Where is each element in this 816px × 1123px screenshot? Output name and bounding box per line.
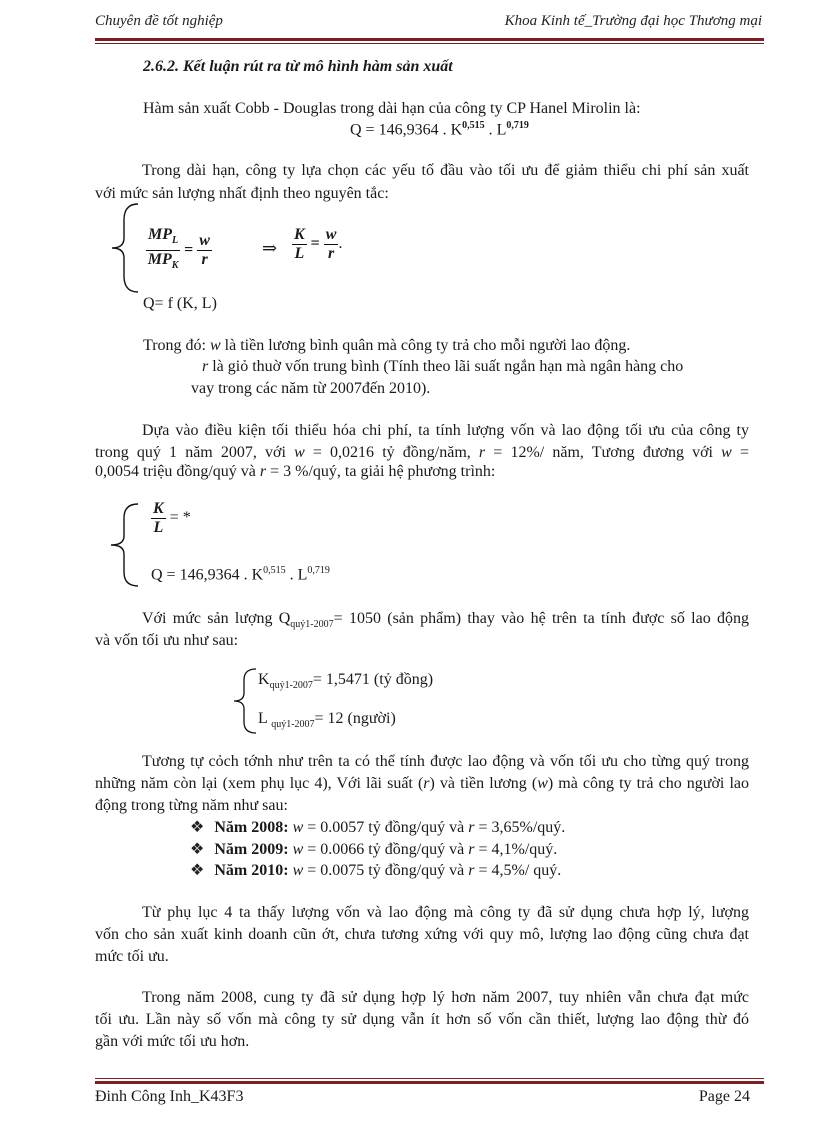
diamond-bullet-icon: ❖ [190,819,205,836]
para6-line1: Trong năm 2008, cung ty đã sử dụng hợp lý hơn năm 2007, tuy nhiên vẫn chưa đạt mức [142,989,749,1006]
para5-line1: Từ phụ lục 4 ta thấy lượng vốn và lao động mà công ty đã sử dụng chưa hợp lý, lượng [142,904,749,921]
header-right: Khoa Kinh tế_Trường đại học Thương mại [504,13,762,29]
para4-line2: những năm còn lại (xem phụ lục 4), Với lãi suất (r) và tiền lương (w) mà công ty trả cho người lao [95,775,750,792]
para5-line2: vốn cho sản xuất kinh doanh cũn ớt, chưa tương xứng với quy mô, lượng lao động cũng chưa đạt [95,926,749,943]
para6-line3: gần với mức tối ưu hơn. [95,1033,250,1050]
production-function: Q= f (K, L) [143,295,217,312]
kl-optimal-ratio: $\frac{K}{L}$ = * [153,500,191,536]
para1-line2: với mức sản lượng nhất định theo nguyên tắc: [95,185,389,202]
footer-rule [95,1081,764,1084]
para3-line1: Với mức sản lượng $Q_{quý1-2007}= 1050$ (sản phẩm) thay vào hệ trên ta tính được số lao động [142,610,750,631]
list-item: ❖ Năm 2008: w = 0.0057 tỷ đồng/quý và r = 3,65%/quý. [190,819,566,836]
cobb-douglas-equation: Q = 146,9364 . K$^{0,515}$ . L$^{0,719}$ [350,120,529,139]
where-line3: vay trong các năm từ 2007đến 2010). [191,380,431,397]
optimal-labor: L $_{quý1-2007}$= 12 (người) [258,710,396,731]
header-rule-thin [95,43,764,44]
para2-line3: 0,0054 triệu đồng/quý và r = 3 %/quý, ta giải hệ phương trình: [95,463,496,480]
where-line1: Trong đó: w là tiền lương bình quân mà công ty trả cho mỗi người lao động. [143,337,631,354]
header-rule [95,38,764,41]
para4-line1: Tương tự cỏch tớnh như trên ta có thể tính được lao động và vốn tối ưu cho từng quý trong [142,753,749,770]
production-equation: Q = 146,9364 . K$^{0,515}$ . L$^{0,719}$ [151,565,330,584]
mp-ratio: $\frac{MP_L}{MP_K}$ = $\frac{w}{r}$ [147,226,210,272]
para1-line1: Trong dài hạn, công ty lựa chọn các yếu tố đầu vào tối ưu để giảm thiểu chi phí sản xuất [142,162,749,179]
page-number: Page 24 [698,1088,750,1105]
section-title: 2.6.2. Kết luận rút ra từ mô hình hàm sản xuất [143,58,453,75]
where-line2: r là giỏ thuờ vốn trung bình (Tính theo lãi suất ngắn hạn mà ngân hàng cho [202,358,684,375]
para3-line2: và vốn tối ưu như sau: [95,632,239,649]
diamond-bullet-icon: ❖ [190,862,205,879]
brace-icon [106,500,142,590]
footer-author: Đinh Công Inh_K43F3 [95,1088,244,1105]
kl-ratio: $\frac{K}{L}$ = $\frac{w}{r}$ . [294,226,343,262]
diamond-bullet-icon: ❖ [190,841,205,858]
implies-arrow: ⇒ [262,238,278,258]
optimal-capital: $K_{quý1-2007}= 1,5471$ (tỷ đồng) [258,671,434,692]
para5-line3: mức tối ưu. [95,948,169,965]
para2-line1: Dựa vào điều kiện tối thiểu hóa chi phí, ta tính lượng vốn và lao động tối ưu của công ty [142,422,749,439]
footer-rule-thin [95,1078,764,1079]
brace-icon [230,665,260,737]
list-item: ❖ Năm 2010: w = 0.0075 tỷ đồng/quý và r = 4,5%/ quý. [190,862,562,879]
header-left: Chuyên đề tốt nghiệp [95,13,223,29]
para6-line2: tối ưu. Lần này số vốn mà công ty sử dụng vẫn ít hơn số vốn cần thiết, lượng lao động thừ đó [95,1011,749,1028]
intro-text: Hàm sản xuất Cobb - Douglas trong dài hạn của công ty CP Hanel Mirolin là: [143,100,641,117]
brace-icon [108,200,144,296]
para4-line3: động trong từng năm như sau: [95,797,288,814]
list-item: ❖ Năm 2009: w = 0.0066 tỷ đồng/quý và r = 4,1%/quý. [190,841,558,858]
para2-line2: trong quý 1 năm 2007, với w = 0,0216 tỷ đồng/năm, r = 12%/ năm, Tương đương với w = [95,444,749,461]
